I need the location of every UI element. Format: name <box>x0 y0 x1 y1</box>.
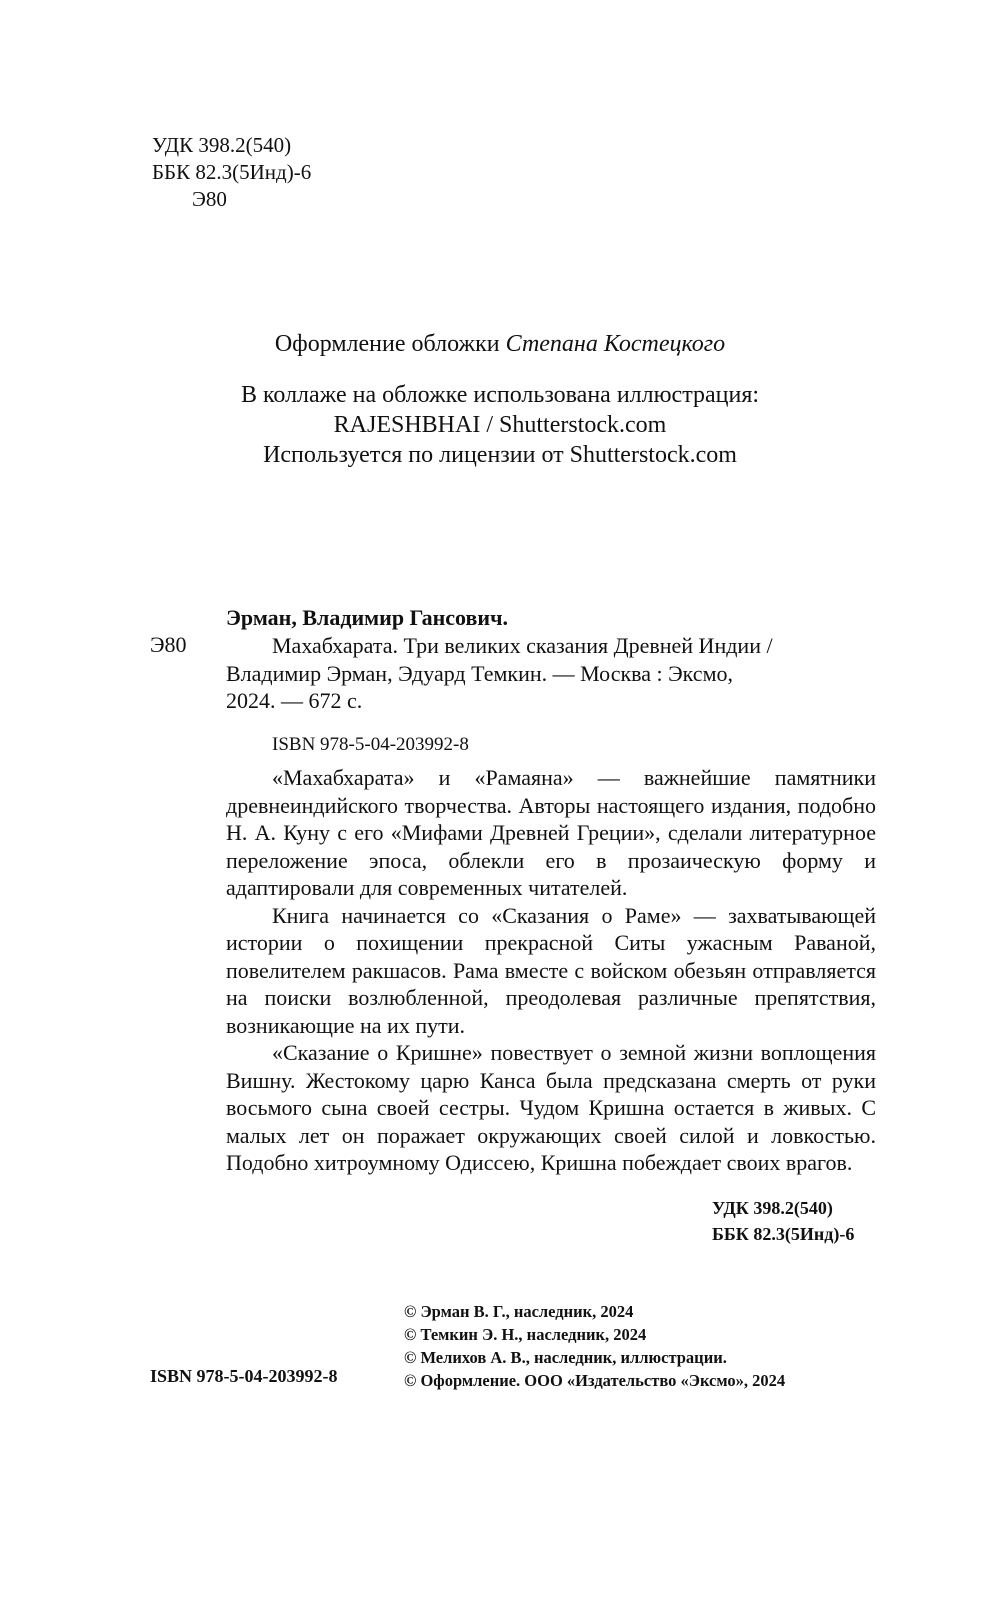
card-classification <box>712 1195 854 1247</box>
card-udk: УДК 398.2(540) <box>712 1198 833 1218</box>
author-heading: Эрман, Владимир Гансович. <box>226 605 508 630</box>
license-line: Используется по лицензии от Shutterstock.com <box>263 442 737 468</box>
annotation-paragraph: «Сказание о Кришне» повествует о земной жизни воплощения Вишну. Жестокому царю Канса была предсказана смерть от руки восьмого сына своей сестры. Чудом Кришна остается в живых. С малых лет он поражает окружающих своей силой и ловкостью. Подобно хитроумному Одиссею, Кришна побеждает своих врагов. <box>226 1040 876 1175</box>
cover-design-prefix: Оформление обложки <box>274 331 500 357</box>
annotation-paragraph: Книга начинается со «Сказания о Раме» — захватывающей истории о похищении прекрасной Ситы ужасным Раваной, повелителем ракшасов. Рама вместе с войском обезьян отправляется на поиски возлюбленной, преодолевая различные препятствия, возникающие на их пути. <box>226 902 876 1038</box>
footer-isbn: ISBN 978-5-04-203992-8 <box>150 1366 338 1386</box>
author-mark: Э80 <box>192 187 227 211</box>
annotation-paragraph: «Махабхарата» и «Рамаяна» — важнейшие памятники древнеиндийского творчества. Авторы настоящего издания, подобно Н. А. Куну с его «Мифами Древней Греции», сделали литературное переложение эпоса, облекли его в прозаическую форму и адаптировали для современных читателей. <box>226 765 876 900</box>
title-line-3: 2024. — 672 с. <box>226 688 363 713</box>
copyright-block <box>404 1300 785 1392</box>
title-line-1: Махабхарата. Три великих сказания Древней Индии / <box>272 633 773 658</box>
cover-designer-name: Степана Костецкого <box>505 331 726 357</box>
bbk-code: ББК 82.3(5Инд)-6 <box>152 160 312 184</box>
copyright-line: © Мелихов А. В., наследник, иллюстрации. <box>404 1348 727 1367</box>
title-line-2: Владимир Эрман, Эдуард Темкин. — Москва : Эксмо, <box>226 660 733 686</box>
annotation <box>226 764 876 1177</box>
copyright-line: © Эрман В. Г., наследник, 2024 <box>404 1302 634 1321</box>
cover-design-credit <box>0 329 1000 359</box>
udk-code: УДК 398.2(540) <box>152 133 292 157</box>
card-bbk: ББК 82.3(5Инд)-6 <box>712 1224 855 1244</box>
card-author-mark: Э80 <box>150 632 187 657</box>
illustration-source: RAJESHBHAI / Shutterstock.com <box>333 412 667 438</box>
card-isbn: ISBN 978-5-04-203992-8 <box>272 734 469 755</box>
copyright-line: © Темкин Э. Н., наследник, 2024 <box>404 1325 647 1344</box>
collage-credit: В коллаже на обложке использована иллюстрация: <box>240 382 760 408</box>
copyright-line: © Оформление. ООО «Издательство «Эксмо», 2024 <box>404 1371 786 1390</box>
bibliographic-description <box>226 632 876 715</box>
